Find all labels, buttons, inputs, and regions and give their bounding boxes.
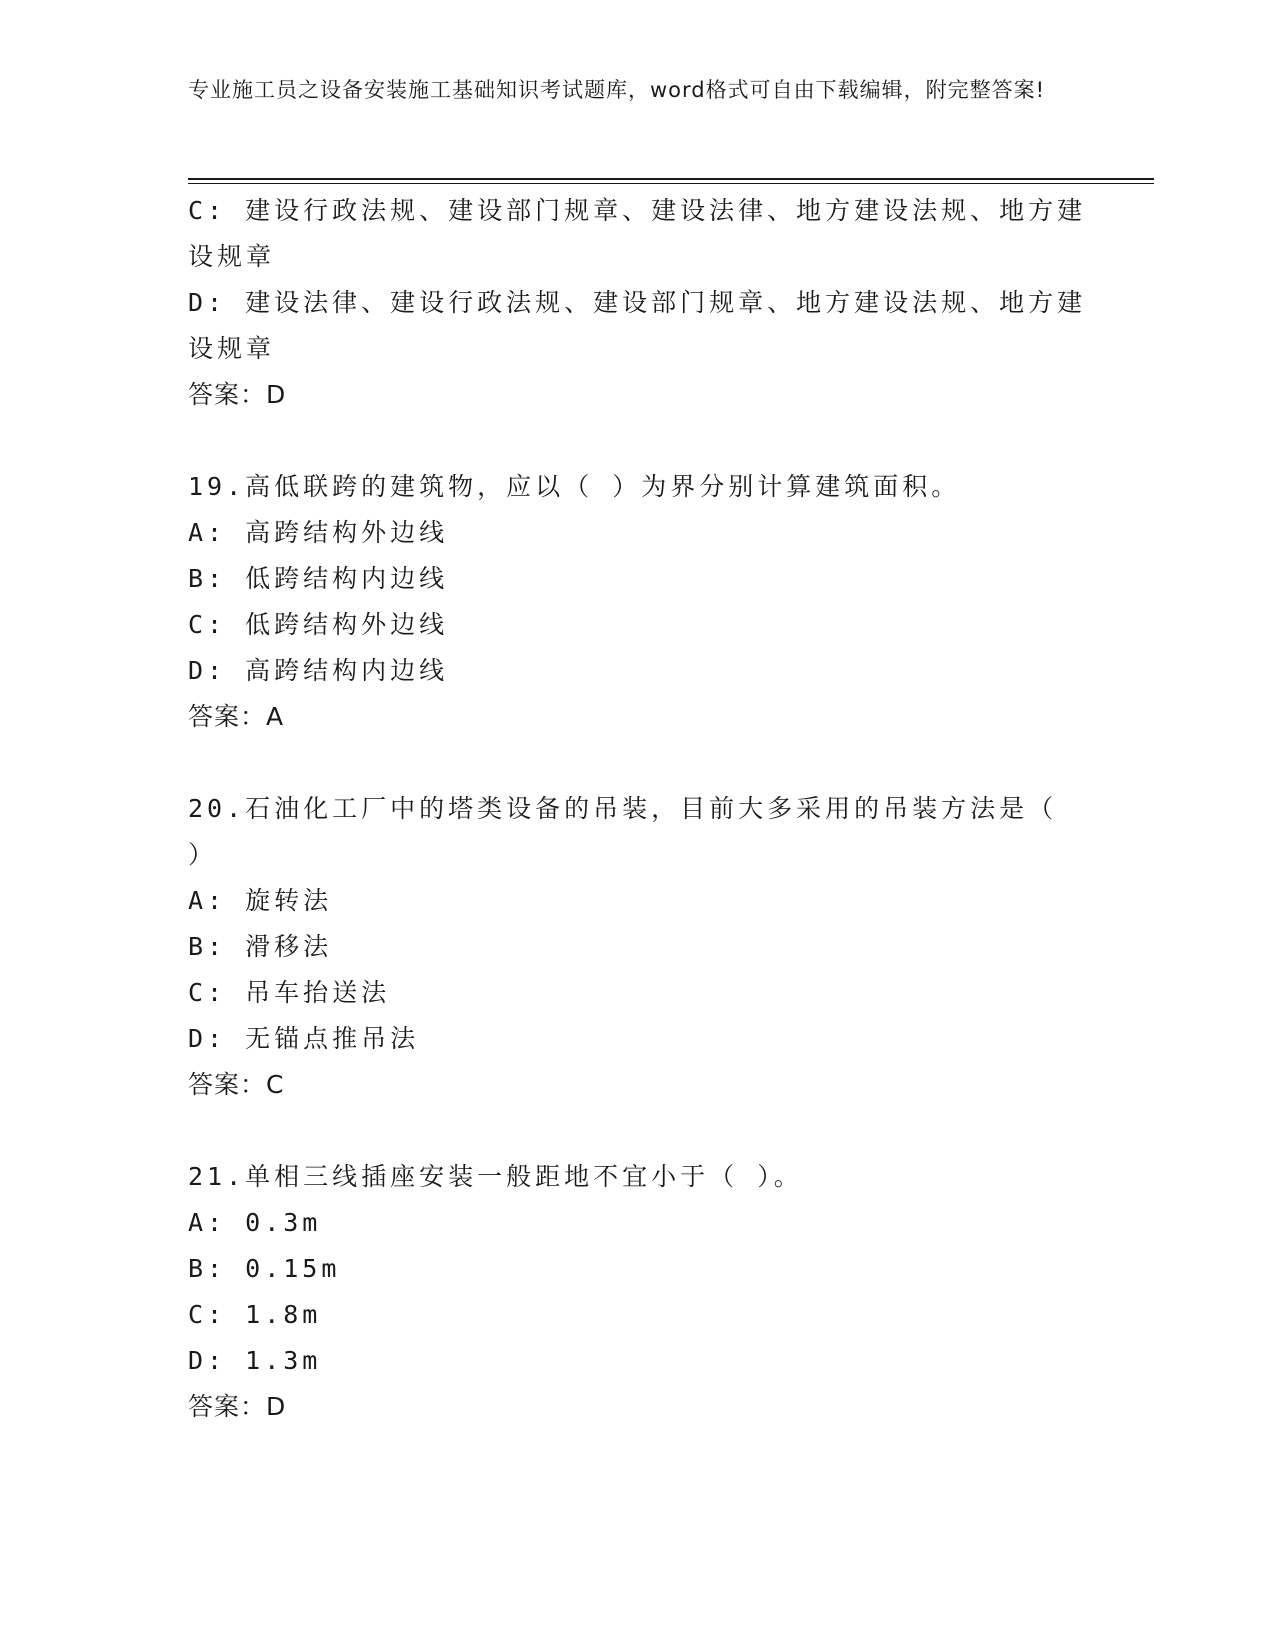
- option-b: B: 滑移法: [188, 932, 333, 961]
- answer-line: 答案：D: [188, 1392, 287, 1421]
- header-rule-thin: [188, 183, 1154, 184]
- spacer: [188, 1108, 1088, 1154]
- question-stem: 21.单相三线插座安装一般距地不宜小于（ ）。: [188, 1162, 803, 1191]
- option-c: C: 吊车抬送法: [188, 978, 391, 1007]
- question-stem: 19.高低联跨的建筑物，应以（ ）为界分别计算建筑面积。: [188, 472, 961, 501]
- option-c: C: 建设行政法规、建设部门规章、建设法律、地方建设法规、地方建设规章: [188, 196, 1087, 271]
- option-c: C: 低跨结构外边线: [188, 610, 449, 639]
- answer-line: 答案：A: [188, 702, 285, 731]
- question-21: [188, 1154, 1088, 1430]
- option-b: B: 低跨结构内边线: [188, 564, 449, 593]
- option-d: D: 建设法律、建设行政法规、建设部门规章、地方建设法规、地方建设规章: [188, 288, 1087, 363]
- spacer: [188, 740, 1088, 786]
- question-content: [188, 188, 1088, 1430]
- option-b: B: 0.15m: [188, 1254, 341, 1283]
- answer-line: 答案：C: [188, 1070, 285, 1099]
- question-18-tail: [188, 188, 1088, 418]
- option-a: A: 旋转法: [188, 886, 333, 915]
- option-a: A: 0.3m: [188, 1208, 322, 1237]
- question-19: [188, 464, 1088, 740]
- header-rule-thick: [188, 178, 1154, 180]
- option-d: D: 无锚点推吊法: [188, 1024, 420, 1053]
- document-header: 专业施工员之设备安装施工基础知识考试题库，word格式可自由下载编辑，附完整答案!: [188, 78, 1046, 102]
- option-d: D: 1.3m: [188, 1346, 322, 1375]
- question-20: [188, 786, 1088, 1108]
- question-stem: 20.石油化工厂中的塔类设备的吊装，目前大多采用的吊装方法是（ ）: [188, 794, 1077, 869]
- spacer: [188, 418, 1088, 464]
- answer-line: 答案：D: [188, 380, 287, 409]
- option-a: A: 高跨结构外边线: [188, 518, 449, 547]
- option-c: C: 1.8m: [188, 1300, 322, 1329]
- option-d: D: 高跨结构内边线: [188, 656, 449, 685]
